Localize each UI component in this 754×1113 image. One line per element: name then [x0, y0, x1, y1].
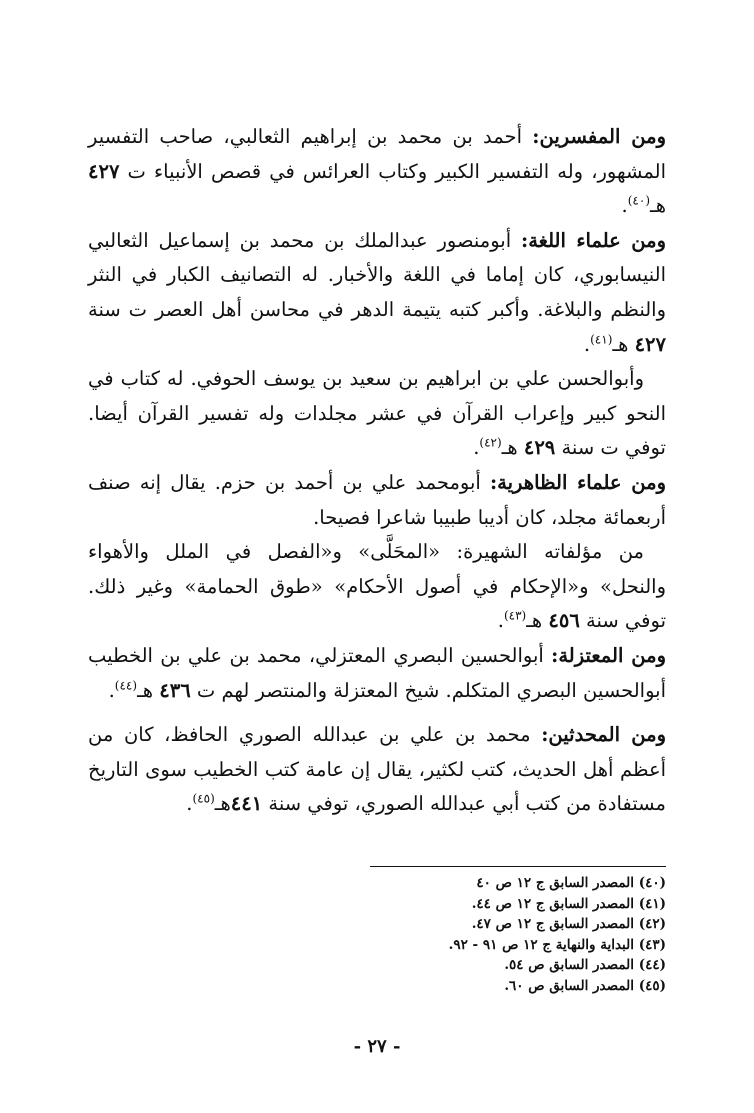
hijri-suffix: هـ	[526, 609, 549, 633]
paragraph-lead: ومن المعتزلة:	[551, 643, 666, 667]
footnote-ref: (٤٣)	[503, 608, 527, 623]
paragraph-muhaddithin	[88, 718, 666, 822]
paragraph-text: أحمد بن محمد بن إبراهيم الثعالبي، صاحب التفسير المشهور، وله التفسير الكبير وكتاب العرائس في قصص الأنبياء ت	[88, 125, 666, 183]
footnotes	[330, 873, 666, 996]
paragraph-lead: ومن علماء اللغة:	[521, 228, 666, 252]
hijri-suffix: هـ	[612, 332, 635, 356]
paragraph-lugha	[88, 224, 666, 362]
paragraph-text: محمد بن علي بن عبدالله الصوري الحافظ، كان من أعظم أهل الحديث، كتب لكثير، يقال إن عامة كتب الخطيب سوى التاريخ مستفادة من كتب أبي عبدالله الصوري، توفي سنة	[88, 723, 666, 816]
paragraph-zahiriyya	[88, 466, 666, 535]
hijri-suffix: هـ	[137, 678, 160, 702]
footnote-ref: (٤٠)	[627, 193, 650, 208]
paragraph-text: أبومنصور عبدالملك بن محمد بن إسماعيل الثعالبي النيسابوري، كان إماما في اللغة والأخبار. له التصانيف الكبار في النثر والنظم والبلاغة. وأكبر كتبه يتيمة الدهر في محاسن أهل العصر ت سنة	[88, 228, 666, 321]
year-number: ٤٤١	[230, 792, 263, 816]
year-number: ٤٢٧	[634, 332, 666, 356]
year-number: ٤٢٧	[88, 159, 120, 183]
hijri-suffix: هـ	[501, 436, 524, 460]
hijri-suffix: هـ	[650, 194, 666, 218]
footnote-item: (٤٥) المصدر السابق ص ٦٠.	[504, 977, 666, 994]
paragraph-lead: ومن المفسرين:	[532, 125, 666, 148]
footnote-divider	[370, 866, 666, 867]
paragraph-mufassirin	[88, 120, 666, 224]
paragraph-end: .	[621, 194, 628, 218]
year-number: ٤٢٩	[523, 436, 556, 460]
paragraph-lead: ومن المحدثين:	[541, 723, 666, 747]
paragraph-hufi	[88, 362, 666, 466]
hijri-suffix: هـ	[214, 792, 231, 816]
page-number: - ٢٧ -	[353, 1036, 401, 1057]
footnote-item: (٤١) المصدر السابق ج ١٢ ص ٤٤.	[471, 895, 666, 912]
paragraph-end: .	[108, 678, 115, 702]
paragraph-end: .	[186, 792, 193, 816]
footnote-item: (٤٣) البداية والنهاية ج ١٢ ص ٩١ - ٩٢.	[448, 936, 666, 953]
paragraph-text: أبومحمد علي بن أحمد بن حزم. يقال إنه صنف أربعمائة مجلد، كان أديبا طبيبا شاعرا فصيحا.	[88, 470, 666, 529]
paragraph-end: .	[497, 609, 504, 633]
footnote-ref: (٤٢)	[479, 435, 502, 450]
paragraph-text: وأبوالحسن علي بن ابراهيم بن سعيد بن يوسف الحوفي. له كتاب في النحو كبير وإعراب القرآن في عشر مجلدات وله تفسير القرآن أيضا. توفي ت سنة	[88, 367, 666, 460]
footnote-ref: (٤٥)	[192, 791, 215, 806]
footnote-ref: (٤٤)	[114, 678, 138, 692]
paragraph-muallafat	[88, 535, 666, 639]
main-text	[88, 120, 666, 822]
paragraph-end: .	[583, 332, 591, 356]
paragraph-text: من مؤلفاته الشهيرة: «المحَلَّى» و«الفصل في الملل والأهواء والنحل» و«الإحكام في أصول الأحكام» «طوق الحمامة» وغير ذلك. توفي سنة	[88, 540, 666, 633]
year-number: ٤٥٦	[548, 609, 580, 633]
year-number: ٤٣٦	[159, 678, 191, 702]
paragraph-text: أبوالحسين البصري المعتزلي، محمد بن علي بن الخطيب أبوالحسين البصري المتكلم. شيخ المعتزلة والمنتصر لهم ت	[88, 643, 666, 702]
footnote-item: (٤٠) المصدر السابق ج ١٢ ص ٤٠	[476, 875, 666, 891]
footnote-item: (٤٤) المصدر السابق ص ٥٤.	[504, 957, 666, 973]
paragraph-mutazila	[88, 639, 666, 708]
footnote-item: (٤٢) المصدر السابق ج ١٢ ص ٤٧.	[471, 916, 666, 932]
paragraph-lead: ومن علماء الظاهرية:	[489, 470, 666, 494]
footnote-ref: (٤١)	[590, 332, 613, 347]
paragraph-end: .	[473, 436, 480, 460]
